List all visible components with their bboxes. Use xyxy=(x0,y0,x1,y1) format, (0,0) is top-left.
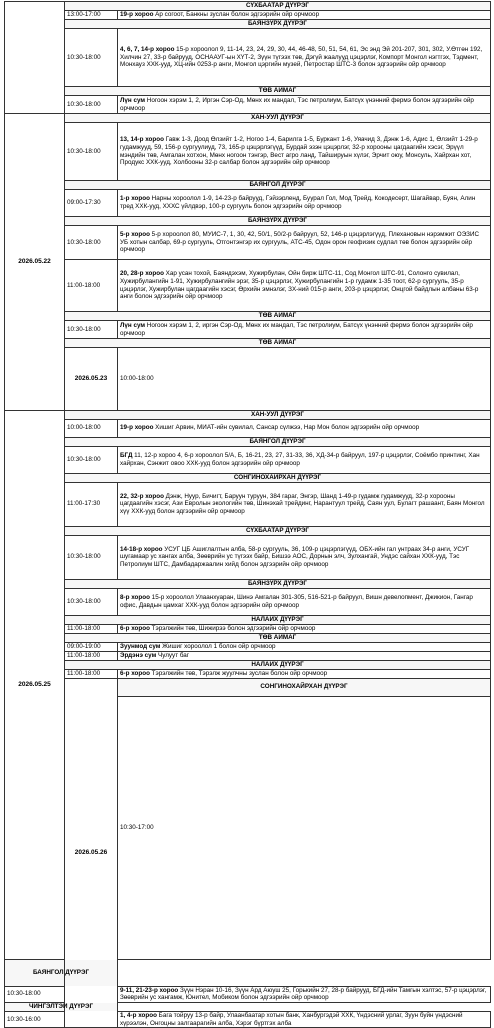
time-cell: 11:00-18:00 xyxy=(65,260,118,312)
table-row xyxy=(5,11,491,20)
table-row xyxy=(5,181,491,190)
description-cell xyxy=(118,482,491,526)
time-cell: 10:30-16:00 xyxy=(5,1011,65,1027)
district-header: НАЛАЙХ ДҮҮРЭГ xyxy=(65,660,491,669)
time-cell: 10:30-18:00 xyxy=(65,588,118,615)
table-row xyxy=(5,217,491,226)
time-cell: 10:00-18:00 xyxy=(65,419,118,437)
time-cell: 09:00-17:30 xyxy=(65,190,118,217)
table-row xyxy=(5,190,491,217)
table-row xyxy=(5,260,491,312)
area-details: Хар усан тохой, Баяндэхэм, Хужирбулан, Ойн бирж ШТС-11, Сод Монгол ШТС-91, Солонго сувилал, Хужирбулангийн 1-91, Хужирбулангийн эрэг, 35-р цэцэрлэг, Хужирбулангийн 1-р гудамж 1-35 тоот, 62-р сургууль, 35-р цэцэрлэг, Хужирбулан цагдаагийн хэсэг, Өрхийн эмнэлэг, ЗХ-ний 015-р анги, 203-р цэцэрлэг, Онцгой байдлын албаны 63-р анги болон эдгээрийн ойр орчмоор xyxy=(120,270,479,301)
table-row xyxy=(5,339,491,348)
table-row xyxy=(5,446,491,473)
description-cell xyxy=(118,190,491,217)
description-cell xyxy=(118,96,491,114)
area-details: Чулуут баг xyxy=(156,651,190,659)
table-row xyxy=(5,96,491,114)
area-name: Лүн сум xyxy=(120,96,146,104)
table-row xyxy=(5,437,491,446)
area-name: 19-р хороо xyxy=(120,424,154,432)
district-header: БАЯНЗҮРХ ДҮҮРЭГ xyxy=(65,20,491,29)
table-row xyxy=(5,669,491,678)
district-header: БАЯНГОЛ ДҮҮРЭГ xyxy=(65,181,491,190)
area-name: 4, 6, 7, 14-р хороо xyxy=(120,45,175,53)
area-details: Ар согоот, Банкны зуслан болон эдгээрийн ойр орчмоор xyxy=(153,11,320,19)
description-cell xyxy=(118,1011,491,1027)
district-header: ХАН-УУЛ ДҮҮРЭГ xyxy=(65,114,491,123)
table-row xyxy=(5,312,491,321)
time-cell: 10:30-18:00 xyxy=(65,96,118,114)
district-header: БАЯНЗҮРХ ДҮҮРЭГ xyxy=(65,217,491,226)
description-cell xyxy=(118,11,491,20)
area-details: 15-р хороолол Улаанхуаран, Шинэ Амгалан 301-305, 516-521-р байруул, Вишн девелопмент, Джикион, Гангар офис, Давдын цамхаг ХХК-ууд болон эдгээрийн ойр орчмоор xyxy=(120,593,473,609)
time-cell: 10:30-18:00 xyxy=(65,535,118,579)
district-header: ТӨВ АЙМАГ xyxy=(65,87,491,96)
district-header: СОНГИНОХАЙРХАН ДҮҮРЭГ xyxy=(118,678,491,696)
description-cell xyxy=(118,419,491,437)
district-header: СОНГИНОХАЙРХАН ДҮҮРЭГ xyxy=(65,473,491,482)
table-row xyxy=(5,660,491,669)
table-row xyxy=(5,473,491,482)
area-details: Ногоон хэрэм 1, 2, Иргэн Сэр-Од, Мөнх их мандал, Тэс петролиум, Батсүх үнэнний фермэ болон эдгээрийн ойр орчмоор xyxy=(120,96,474,112)
time-cell: 11:00-18:00 xyxy=(65,624,118,633)
date-cell: 2026.05.22 xyxy=(5,114,65,411)
description-cell xyxy=(118,986,491,1002)
time-cell: 10:00-18:00 xyxy=(118,348,491,411)
time-cell: 10:30-18:00 xyxy=(5,986,65,1002)
area-details: 11, 12-р хороо 4, 6-р хороолол 5/А, Б, 16-21, 23, 27, 31-33, 36, ХД-34-р байруул, 197-р цэцэрлэг, Соёмбо принтинг, Хан хайрхан, Сэнжит овоо ХХК-ууд болон эдгээрийн ойр орчмоор xyxy=(120,451,480,467)
date-cell: 2026.05.25 xyxy=(5,410,65,959)
table-row xyxy=(5,588,491,615)
time-cell: 11:00-18:00 xyxy=(65,651,118,660)
table-row xyxy=(5,419,491,437)
area-details: 15-р хороолол 9, 11-14, 23, 24, 29, 30, 44, 46-48, 50, 51, 54, 61, Эс энд Эй 201-207, 301, 302, У.Өтгөн 192, Хилчин 27, 33-р байрууд, ОСНААУГ-ын ХҮТ-2, Зүүн түгээх төв, Дэгүй жаалууд цэцэрлэг, Компорт Монгол нэгтгэх, Тэдмент, Монхауз ХХК-ууд, ХЦ-ийн 0253-р анги, Монгол цэргийн музей, Петростар ШТС-3 болон эдгээрийн ойр орчмоор xyxy=(120,45,483,69)
area-name: 1, 4-р хороо xyxy=(120,1011,157,1019)
table-row xyxy=(5,678,491,696)
area-name: 19-р хороо xyxy=(120,11,154,19)
district-header: ЧИНГЭЛТЭЙ ДҮҮРЭГ xyxy=(5,1002,118,1011)
area-details: Хишиг Арвин, МИАТ-ийн сувилал, Сансар сүлжээ, Нар Мон болон эдгээрийн ойр орчмоор xyxy=(153,424,420,432)
area-details: Тэрэлжийн төв, Шижирээ болон эдгээрийн ойр орчмоор xyxy=(149,624,316,632)
area-name: 13, 14-р хороо xyxy=(120,136,164,144)
area-name: 22, 32-р хороо xyxy=(120,492,164,500)
time-cell: 10:30-17:00 xyxy=(118,696,491,959)
table-row xyxy=(5,2,491,11)
description-cell xyxy=(118,260,491,312)
time-cell: 10:30-18:00 xyxy=(65,321,118,339)
table-row xyxy=(5,651,491,660)
table-row xyxy=(5,526,491,535)
table-row xyxy=(5,642,491,651)
area-details: Тэрэлжийн төв, Тэрэлж жуулчны зуслан болон ойр орчмоор xyxy=(149,669,328,677)
description-cell xyxy=(118,123,491,181)
area-details: Зүүн Нэран 10-16, Зүүн Ард Аюуш 25, Горькийн 27, 28-р байрууд, БГД-ийн Тамгын хэлтэс, 57-р цэцэрлэг, Зөөврийн ус хангамж, Юнител, Мобиком болон эдгээрийн ойр орчмоор xyxy=(120,986,487,1002)
time-cell: 10:30-18:00 xyxy=(65,123,118,181)
table-row xyxy=(5,20,491,29)
description-cell xyxy=(118,624,491,633)
date-cell xyxy=(5,2,65,114)
table-row xyxy=(5,482,491,526)
area-details: Бага тойруу 13-р байр, Улаанбаатар хотын банк, Ханбургэдэй ХХК, Үндэсний урлаг, Зуун буйн үндэсний хүрээлэн, Онгоцны залгаарагийн алба, Хэрэг бүртгэх алба xyxy=(120,1011,463,1027)
district-header: БАЯНЗҮРХ ДҮҮРЭГ xyxy=(65,579,491,588)
table-row xyxy=(5,114,491,123)
table-row xyxy=(5,348,491,411)
time-cell: 10:30-18:00 xyxy=(65,446,118,473)
description-cell xyxy=(118,535,491,579)
schedule-body xyxy=(5,2,491,1028)
date-cell: 2026.05.23 xyxy=(65,348,118,411)
area-name: Лүн сум xyxy=(120,321,146,329)
description-cell xyxy=(118,669,491,678)
description-cell xyxy=(118,642,491,651)
district-header: ТӨВ АЙМАГ xyxy=(65,312,491,321)
schedule-table xyxy=(4,1,491,1028)
time-cell: 11:00-17:30 xyxy=(65,482,118,526)
table-row xyxy=(5,615,491,624)
table-row xyxy=(5,959,491,986)
time-cell: 10:30-18:00 xyxy=(65,226,118,260)
description-cell xyxy=(118,29,491,87)
area-details: 5-р хороолол 80, МУИС-7, 1, 30, 42, 50/1, 50/2-р байруул, 52, 146-р цэцэрлэгүүд, Плехановын нэрэмжит ОЭЗИС УБ хотын салбар, 69-р сургууль, Отгонтэнгэр их сургууль, АТС-45, Одон орон геофизик судлал төв болон эдгээрийн ойр орчмоор xyxy=(120,230,480,254)
description-cell xyxy=(118,321,491,339)
district-header: СҮХБААТАР ДҮҮРЭГ xyxy=(65,526,491,535)
table-row xyxy=(5,410,491,419)
table-row xyxy=(5,29,491,87)
time-cell: 11:00-18:00 xyxy=(65,669,118,678)
description-cell xyxy=(118,651,491,660)
district-header: ХАН-УУЛ ДҮҮРЭГ xyxy=(65,410,491,419)
area-name: 5-р хороо xyxy=(120,230,150,238)
area-name: Зуунмод сум xyxy=(120,642,161,650)
area-name: 14-18-р хороо xyxy=(120,545,163,553)
area-name: 1-р хороо xyxy=(120,195,150,203)
table-row xyxy=(5,1002,491,1011)
district-header: БАЯНГОЛ ДҮҮРЭГ xyxy=(65,437,491,446)
table-row xyxy=(5,579,491,588)
date-cell: 2026.05.26 xyxy=(65,678,118,1028)
district-header: СҮХБААТАР ДҮҮРЭГ xyxy=(65,2,491,11)
description-cell xyxy=(118,588,491,615)
table-row xyxy=(5,321,491,339)
district-header: ТӨВ АЙМАГ xyxy=(65,339,491,348)
area-name: 8-р хороо xyxy=(120,593,150,601)
table-row xyxy=(5,624,491,633)
area-name: 6-р хороо xyxy=(120,669,150,677)
district-header: ТӨВ АЙМАГ xyxy=(65,633,491,642)
table-row xyxy=(5,226,491,260)
district-header: НАЛАЙХ ДҮҮРЭГ xyxy=(65,615,491,624)
area-name: БГД xyxy=(120,451,133,459)
area-name: 20, 28-р хороо xyxy=(120,270,164,278)
table-row xyxy=(5,633,491,642)
table-row xyxy=(5,123,491,181)
area-details: Гавж 1-3, Доод Өлзийт 1-2, Ногоо 1-4, Барилга 1-5, Буркант 1-6, Уяачид 3, Дэнж 1-6, Адис 1, Өлзийт 1-29-р гудамжууд, 59, 156-р сургуулиуд, 73, 165-р цэцэрлэгүүд, Бурдай эзэн цэцэрлэг, 32-р хорооны цагдаагийн хэсэг, Эрүүл мэндийн төв, Амгалан хотхон, Мөнх ногоон тэнгэр, Вест агро ланд, Тайшируын хүлэг, Эрчит оюу, Монсуль, Хайрхан хот, Продукс ХХК-ууд, Холбооны 32-р салбар болон эдгээрийн ойр орчмоор xyxy=(120,136,478,167)
time-cell: 10:30-18:00 xyxy=(65,29,118,87)
description-cell xyxy=(118,226,491,260)
description-cell xyxy=(118,446,491,473)
area-details: Ногоон хэрэм 1, 2, иргэн Сэр-Од, Мөнх их мандал, Тэс петролиум, Батсүх үнэнний фермэ болон эдгээрийн ойр орчмоор xyxy=(120,321,473,337)
area-details: Жишиг хороолол 1 болон ойр орчмоор xyxy=(160,642,276,650)
area-details: Нарны хороолол 1-9, 14-23-р байрууд, Гэйзэрленд, Буурал Гол, Мод Трейд, Кокодесерт, Шагайвар, Буян, Алин тред ХХК-ууд, ХХХС үйлдвэр, 100-р сургууль болон эдгээрийн ойр орчмоор xyxy=(120,195,476,210)
table-row xyxy=(5,535,491,579)
time-cell: 09:00-19:00 xyxy=(65,642,118,651)
area-name: Эрдэнэ сум xyxy=(120,651,157,659)
area-details: Дэнж, Нуур, Бичигт, Баруун туруун, 384 гараг, Энгэр, Шанд 1-49-р гудамж гудамжууд, 32-р хорооны цагдаагийн хэсэг, Ази Евролын экологийн төв, Шинэхай трейдинг, Нарантуул трейд, Саян уул, Булагт рашаант, Баян Монгол хүү ХХК-ууд болон эдгээрийн ойр орчмоор xyxy=(120,492,485,515)
area-details: УСУГ ЦБ Ашиглалтын алба, 58-р сургууль, 36, 109-р цэцэрлэгүүд, ОБХ-ийн гал унтраах 34-р анги, УСУГ шугамаар ус хангах алба, Зөөврийн ус түгээх байр, Бишээ АОС, Дорнын элч, Зулхангай, Ундэс сайхан ХХК-ууд, Тэс Петролиум ШТС, Дамбадаржаалин хийд болон эдгээрийн ойр орчмоор xyxy=(120,545,470,568)
area-name: 6-р хороо xyxy=(120,624,150,632)
area-name: 9-11, 21-23-р хороо xyxy=(120,986,179,994)
district-header: БАЯНГОЛ ДҮҮРЭГ xyxy=(5,959,118,986)
table-row xyxy=(5,87,491,96)
time-cell: 13:00-17:00 xyxy=(65,11,118,20)
